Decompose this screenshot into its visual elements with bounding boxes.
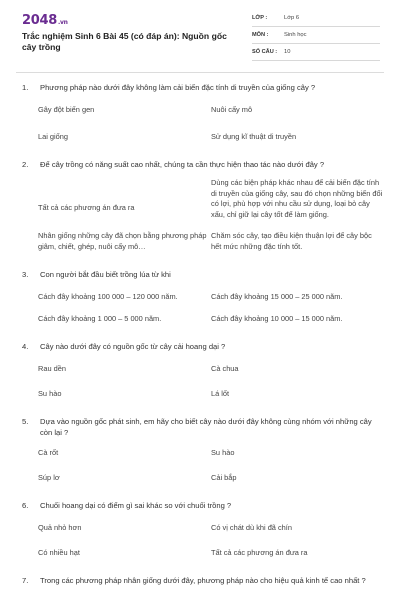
option-d[interactable]: Cách đây khoảng 10 000 – 15 000 năm. xyxy=(211,313,343,323)
site-logo[interactable] xyxy=(22,13,68,28)
question-text: Dựa vào nguồn gốc phát sinh, em hãy cho biết cây nào dưới đây không cùng nhóm với những cây còn lại ? xyxy=(40,417,372,437)
question-text: Chuối hoang dại có điểm gì sai khác so với chuối trồng ? xyxy=(40,501,232,510)
question-stem xyxy=(22,269,380,280)
question-1 xyxy=(22,82,380,153)
document-title: Trắc nghiệm Sinh 6 Bài 45 (có đáp án): Nguồn gốc cây trồng xyxy=(22,31,227,52)
option-c[interactable]: Nhân giống những cây đã chọn bằng phương pháp giâm, chiết, ghép, nuôi cấy mô… xyxy=(38,231,207,251)
option-b[interactable]: Su hào xyxy=(211,448,235,457)
option-c[interactable]: Súp lơ xyxy=(38,472,60,482)
option-d[interactable]: Sử dụng kĩ thuật di truyền xyxy=(211,131,297,141)
option-grid xyxy=(38,523,380,569)
question-stem xyxy=(22,500,380,511)
option-d[interactable]: Cải bắp xyxy=(211,472,237,482)
option-grid xyxy=(38,105,380,153)
question-text: Phương pháp nào dưới đây không làm cải biến đặc tính di truyền của giống cây ? xyxy=(40,83,316,92)
question-number: 2. xyxy=(22,160,29,169)
question-stem xyxy=(22,575,380,586)
question-stem xyxy=(22,341,380,352)
question-number: 7. xyxy=(22,576,29,585)
meta-table xyxy=(252,10,380,61)
option-d[interactable]: Lá lốt xyxy=(211,388,230,398)
option-a[interactable]: Gây đột biến gen xyxy=(38,105,95,114)
question-stem xyxy=(22,159,380,170)
option-a[interactable]: Quả nhỏ hơn xyxy=(38,523,82,532)
question-list xyxy=(22,82,383,586)
question-5 xyxy=(22,416,380,494)
option-a[interactable]: Rau dền xyxy=(38,364,66,373)
option-d[interactable]: Tất cả các phương án đưa ra xyxy=(211,547,308,557)
question-number: 6. xyxy=(22,501,29,510)
document-header xyxy=(0,0,400,72)
question-6 xyxy=(22,500,380,569)
option-b[interactable]: Cách đây khoảng 15 000 – 25 000 năm. xyxy=(211,292,343,301)
option-c[interactable]: Cách đây khoảng 1 000 – 5 000 năm. xyxy=(38,313,162,323)
logo-suffix: .vn xyxy=(57,19,68,26)
question-text: Để cây trồng có năng suất cao nhất, chúng ta cần thực hiện thao tác nào dưới đây ? xyxy=(40,160,325,169)
option-a[interactable]: Cà rốt xyxy=(38,448,59,457)
option-c[interactable]: Có nhiều hạt xyxy=(38,547,80,557)
question-text: Con người bắt đầu biết trồng lúa từ khi xyxy=(40,270,171,279)
header-divider xyxy=(16,72,384,73)
option-grid xyxy=(38,292,380,335)
meta-key: LỚP : xyxy=(252,15,268,21)
meta-value: 10 xyxy=(284,49,291,55)
meta-key: MÔN : xyxy=(252,32,269,38)
question-3 xyxy=(22,269,380,335)
option-b[interactable]: Nuôi cấy mô xyxy=(211,105,253,114)
option-b[interactable]: Cà chua xyxy=(211,364,239,373)
option-c[interactable]: Su hào xyxy=(38,388,62,398)
meta-row-count xyxy=(252,44,380,61)
meta-row-subject xyxy=(252,27,380,44)
question-number: 1. xyxy=(22,83,29,92)
option-a[interactable]: Tất cả các phương án đưa ra xyxy=(38,203,135,212)
question-7 xyxy=(22,575,380,586)
meta-row-class xyxy=(252,10,380,27)
option-grid xyxy=(38,178,383,263)
meta-value: Lớp 6 xyxy=(284,15,300,21)
meta-key: SỐ CÂU : xyxy=(252,49,278,55)
question-text: Trong các phương pháp nhân giống dưới đây, phương pháp nào cho hiệu quả kinh tế cao nhất ? xyxy=(40,576,366,585)
option-a[interactable]: Cách đây khoảng 100 000 – 120 000 năm. xyxy=(38,292,178,301)
option-grid xyxy=(38,364,380,410)
question-number: 5. xyxy=(22,417,29,426)
question-stem xyxy=(22,82,380,93)
logo-text: 2048 xyxy=(22,13,57,28)
question-4 xyxy=(22,341,380,410)
option-grid xyxy=(38,448,380,494)
option-b[interactable]: Dùng các biện pháp khác nhau để cải biến đặc tính di truyền của giống cây, sau đó chọn những biến đổi có lợi, phù hợp với nhu cầu sử dụng, loại bỏ cây xấu, chỉ giữ lại cây tốt để làm giống. xyxy=(211,178,383,219)
question-2 xyxy=(22,159,383,263)
option-b[interactable]: Có vị chát dù khi đã chín xyxy=(211,523,292,532)
question-number: 3. xyxy=(22,270,29,279)
option-c[interactable]: Lai giống xyxy=(38,131,68,141)
question-stem xyxy=(22,416,380,438)
question-number: 4. xyxy=(22,342,29,351)
option-d[interactable]: Chăm sóc cây, tạo điều kiện thuận lợi để cây bộc hết mức những đặc tính tốt. xyxy=(211,231,372,251)
question-text: Cây nào dưới đây có nguồn gốc từ cây cải hoang dại ? xyxy=(40,342,226,351)
meta-value: Sinh học xyxy=(284,32,307,38)
